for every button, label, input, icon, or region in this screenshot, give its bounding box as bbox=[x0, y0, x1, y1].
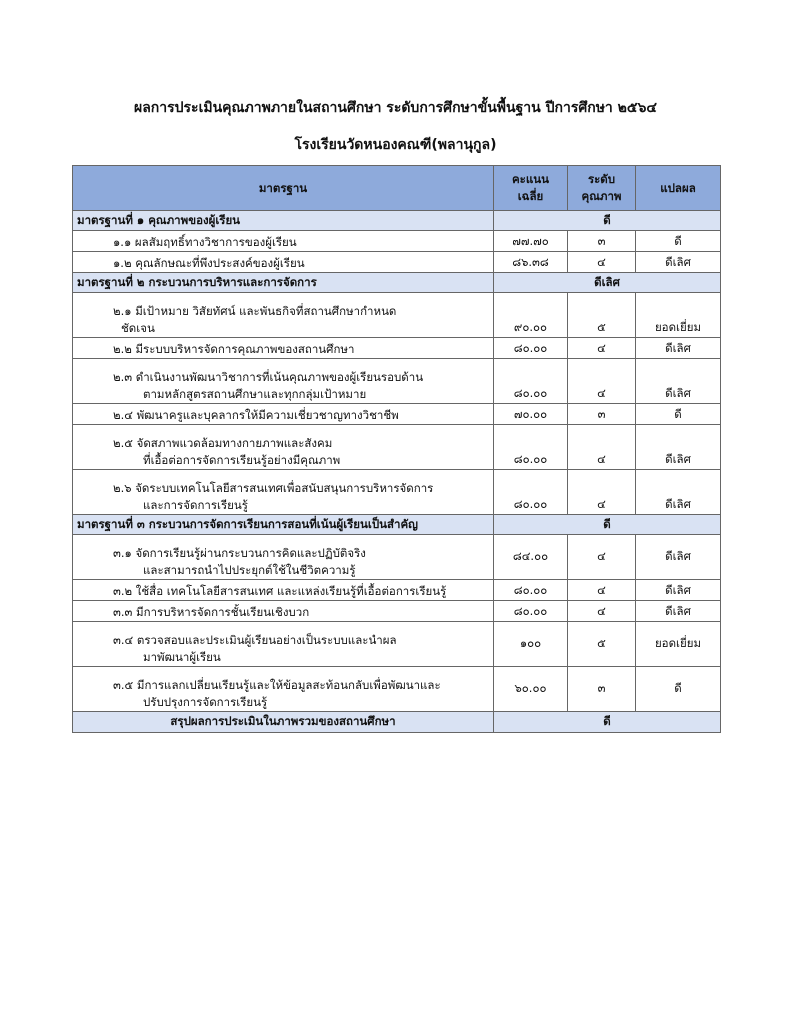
table-row bbox=[73, 535, 721, 580]
meaning-cell: ดี bbox=[636, 231, 721, 252]
score-cell: ๘๐.๐๐ bbox=[494, 580, 568, 601]
quality-cell: ๓ bbox=[568, 404, 636, 425]
meaning-cell: ยอดเยี่ยม bbox=[636, 293, 721, 338]
indicator-text bbox=[73, 359, 494, 404]
meaning-cell: ดีเลิศ bbox=[636, 470, 721, 515]
header-quality-level bbox=[568, 166, 636, 211]
score-cell: ๘๐.๐๐ bbox=[494, 601, 568, 622]
indicator-text bbox=[73, 622, 494, 667]
score-cell: ๘๖.๓๘ bbox=[494, 252, 568, 273]
score-cell: ๗๐.๐๐ bbox=[494, 404, 568, 425]
table-row bbox=[73, 622, 721, 667]
indicator-text bbox=[73, 535, 494, 580]
meaning-cell: ดีเลิศ bbox=[636, 425, 721, 470]
indicator-line2: ที่เอื้อต่อการจัดการเรียนรู้อย่างมีคุณภาพ bbox=[143, 453, 341, 467]
quality-cell: ๔ bbox=[568, 359, 636, 404]
table-row bbox=[73, 425, 721, 470]
standard-row bbox=[73, 515, 721, 535]
score-cell: ๗๗.๗๐ bbox=[494, 231, 568, 252]
indicator-text bbox=[73, 404, 494, 425]
quality-cell: ๔ bbox=[568, 338, 636, 359]
indicator-text bbox=[73, 338, 494, 359]
indicator-line2: ปรับปรุงการจัดการเรียนรู้ bbox=[143, 695, 268, 709]
table-row bbox=[73, 470, 721, 515]
indicator-text bbox=[73, 580, 494, 601]
indicator-text bbox=[73, 470, 494, 515]
quality-cell: ๔ bbox=[568, 425, 636, 470]
indicator-line2: และสามารถนำไปประยุกต์ใช้ในชีวิตความรู้ bbox=[143, 563, 356, 577]
score-cell: ๘๐.๐๐ bbox=[494, 338, 568, 359]
report-title: ผลการประเมินคุณภาพภายในสถานศึกษา ระดับการศึกษาขั้นพื้นฐาน ปีการศึกษา ๒๕๖๔ bbox=[134, 100, 657, 116]
indicator-line1: ๓.๔ ตรวจสอบและประเมินผู้เรียนอย่างเป็นระบบและนำผล bbox=[113, 633, 397, 647]
table-row bbox=[73, 252, 721, 273]
indicator-line2: ตามหลักสูตรสถานศึกษาและทุกกลุ่มเป้าหมาย bbox=[143, 387, 367, 401]
summary-label: สรุปผลการประเมินในภาพรวมของสถานศึกษา bbox=[73, 712, 494, 733]
table-row bbox=[73, 404, 721, 425]
quality-cell: ๓ bbox=[568, 231, 636, 252]
standard-level: ดีเลิศ bbox=[494, 273, 721, 293]
meaning-cell: ดีเลิศ bbox=[636, 601, 721, 622]
standard-level: ดี bbox=[494, 211, 721, 231]
header-score bbox=[494, 166, 568, 211]
table-row bbox=[73, 359, 721, 404]
quality-cell: ๕ bbox=[568, 293, 636, 338]
indicator-text bbox=[73, 667, 494, 712]
header-level-line1: ระดับ bbox=[587, 172, 616, 186]
indicator-text bbox=[73, 293, 494, 338]
indicator-line1: ๓.๒ ใช้สื่อ เทคโนโลยีสารสนเทศ และแหล่งเรียนรู้ที่เอื้อต่อการเรียนรู้ bbox=[113, 584, 447, 598]
standard-row bbox=[73, 273, 721, 293]
meaning-cell: ดีเลิศ bbox=[636, 580, 721, 601]
school-name: โรงเรียนวัดหนองคณฑี(พลานุกูล) bbox=[294, 137, 497, 153]
score-cell: ๘๐.๐๐ bbox=[494, 425, 568, 470]
standard-label: มาตรฐานที่ ๑ คุณภาพของผู้เรียน bbox=[73, 211, 494, 231]
meaning-cell: ดี bbox=[636, 404, 721, 425]
table-row bbox=[73, 580, 721, 601]
summary-row bbox=[73, 712, 721, 733]
meaning-cell: ยอดเยี่ยม bbox=[636, 622, 721, 667]
header-standard: มาตรฐาน bbox=[73, 166, 494, 211]
score-cell: ๘๔.๐๐ bbox=[494, 535, 568, 580]
quality-cell: ๕ bbox=[568, 622, 636, 667]
indicator-line1: ๓.๕ มีการแลกเปลี่ยนเรียนรู้และให้ข้อมูลสะท้อนกลับเพื่อพัฒนาและ bbox=[113, 678, 441, 692]
table-row bbox=[73, 338, 721, 359]
quality-cell: ๔ bbox=[568, 535, 636, 580]
indicator-line2: ชัดเจน bbox=[121, 321, 155, 335]
score-cell: ๖๐.๐๐ bbox=[494, 667, 568, 712]
header-score-line2: เฉลี่ย bbox=[517, 189, 544, 203]
score-cell: ๑๐๐ bbox=[494, 622, 568, 667]
standard-label: มาตรฐานที่ ๒ กระบวนการบริหารและการจัดการ bbox=[73, 273, 494, 293]
meaning-cell: ดี bbox=[636, 667, 721, 712]
header-score-line1: คะแนน bbox=[511, 172, 549, 186]
indicator-line1: ๒.๖ จัดระบบเทคโนโลยีสารสนเทศเพื่อสนับสนุนการบริหารจัดการ bbox=[113, 481, 434, 495]
indicator-line1: ๑.๒ คุณลักษณะที่พึงประสงค์ของผู้เรียน bbox=[113, 256, 305, 270]
indicator-text bbox=[73, 231, 494, 252]
indicator-line2: และการจัดการเรียนรู้ bbox=[143, 498, 248, 512]
indicator-line1: ๑.๑ ผลสัมฤทธิ์ทางวิชาการของผู้เรียน bbox=[113, 235, 297, 249]
standard-level: ดี bbox=[494, 515, 721, 535]
indicator-line1: ๒.๑ มีเป้าหมาย วิสัยทัศน์ และพันธกิจที่สถานศึกษากำหนด bbox=[113, 304, 397, 318]
score-cell: ๘๐.๐๐ bbox=[494, 359, 568, 404]
header-meaning: แปลผล bbox=[636, 166, 721, 211]
quality-cell: ๓ bbox=[568, 667, 636, 712]
meaning-cell: ดีเลิศ bbox=[636, 535, 721, 580]
summary-level: ดี bbox=[494, 712, 721, 733]
table-header-row bbox=[73, 166, 721, 211]
meaning-cell: ดีเลิศ bbox=[636, 338, 721, 359]
indicator-line1: ๒.๒ มีระบบบริหารจัดการคุณภาพของสถานศึกษา bbox=[113, 342, 355, 356]
score-cell: ๘๐.๐๐ bbox=[494, 470, 568, 515]
score-cell: ๙๐.๐๐ bbox=[494, 293, 568, 338]
indicator-line1: ๒.๔ พัฒนาครูและบุคลากรให้มีความเชี่ยวชาญทางวิชาชีพ bbox=[113, 408, 399, 422]
header-level-line2: คุณภาพ bbox=[581, 189, 622, 203]
table-row bbox=[73, 667, 721, 712]
indicator-line1: ๒.๕ จัดสภาพแวดล้อมทางกายภาพและสังคม bbox=[113, 436, 333, 450]
indicator-text bbox=[73, 425, 494, 470]
quality-cell: ๔ bbox=[568, 580, 636, 601]
indicator-line1: ๒.๓ ดำเนินงานพัฒนาวิชาการที่เน้นคุณภาพของผู้เรียนรอบด้าน bbox=[113, 370, 424, 384]
table-row bbox=[73, 293, 721, 338]
indicator-text bbox=[73, 601, 494, 622]
standard-label: มาตรฐานที่ ๓ กระบวนการจัดการเรียนการสอนที่เน้นผู้เรียนเป็นสำคัญ bbox=[73, 515, 494, 535]
evaluation-table bbox=[72, 165, 721, 733]
table-row bbox=[73, 231, 721, 252]
indicator-line2: มาพัฒนาผู้เรียน bbox=[143, 650, 221, 664]
standard-row bbox=[73, 211, 721, 231]
quality-cell: ๔ bbox=[568, 470, 636, 515]
indicator-line1: ๓.๓ มีการบริหารจัดการชั้นเรียนเชิงบวก bbox=[113, 605, 310, 619]
quality-cell: ๔ bbox=[568, 252, 636, 273]
quality-cell: ๔ bbox=[568, 601, 636, 622]
meaning-cell: ดีเลิศ bbox=[636, 252, 721, 273]
indicator-line1: ๓.๑ จัดการเรียนรู้ผ่านกระบวนการคิดและปฏิบัติจริง bbox=[113, 546, 366, 560]
meaning-cell: ดีเลิศ bbox=[636, 359, 721, 404]
indicator-text bbox=[73, 252, 494, 273]
table-row bbox=[73, 601, 721, 622]
